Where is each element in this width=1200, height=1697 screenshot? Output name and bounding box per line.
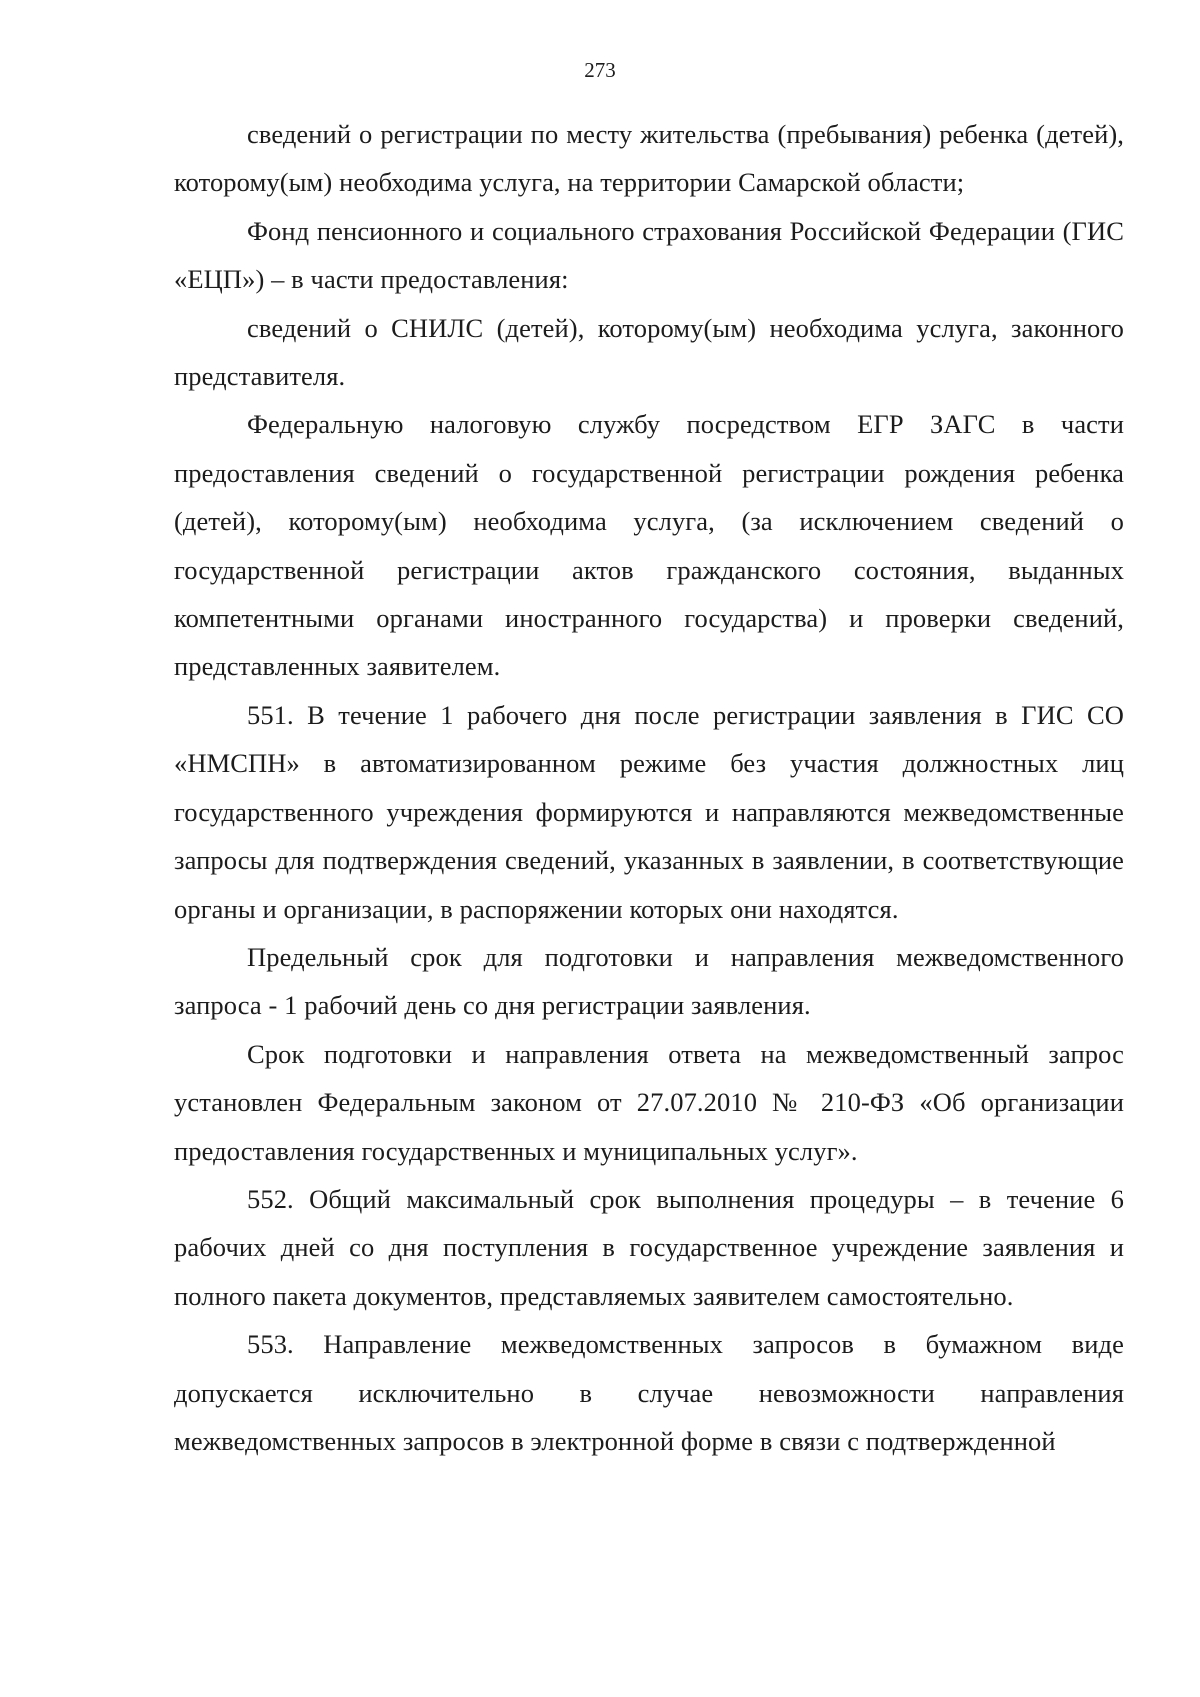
paragraph-552: 552. Общий максимальный срок выполнения процедуры – в течение 6 рабочих дней со дня поступления в государственное учреждение заявления и полного пакета документов, представляемых заявителем самостоятельно. <box>174 1183 1124 1311</box>
paragraph-551: 551. В течение 1 рабочего дня после регистрации заявления в ГИС СО «НМСПН» в автоматизированном режиме без участия должностных лиц государственного учреждения формируются и направляются межведомственные запросы для подтверждения сведений, указанных в заявлении, в соответствующие органы и организации, в распоряжении которых они находятся. <box>174 699 1124 924</box>
paragraph-snils: сведений о СНИЛС (детей), которому(ым) необходима услуга, законного представителя. <box>174 312 1124 392</box>
paragraph-553: 553. Направление межведомственных запросов в бумажном виде допускается исключительно в случае невозможности направления межведомственных запросов в электронной форме в связи с подтвержденной <box>174 1329 1124 1456</box>
page-number: 273 <box>584 58 616 82</box>
paragraph-tax-service: Федеральную налоговую службу посредством ЕГР ЗАГС в части предоставления сведений о государственной регистрации рождения ребенка (детей), которому(ым) необходима услуга, (за исключением сведений о государственной регистрации актов гражданского состояния, выданных компетентными органами иностранного государства) и проверки сведений, представленных заявителем. <box>174 409 1124 682</box>
paragraph-pension-fund: Фонд пенсионного и социального страхования Российской Федерации (ГИС «ЕЦП») – в части предоставления: <box>174 215 1124 295</box>
paragraph-residence-registration: сведений о регистрации по месту жительства (пребывания) ребенка (детей), которому(ым) необходима услуга, на территории Самарской области; <box>174 119 1124 198</box>
paragraph-request-deadline: Предельный срок для подготовки и направления межведомственного запроса - 1 рабочий день со дня регистрации заявления. <box>174 941 1124 1021</box>
paragraph-response-deadline: Срок подготовки и направления ответа на межведомственный запрос установлен Федеральным законом от 27.07.2010 № 210-ФЗ «Об организации предоставления государственных и муниципальных услуг». <box>174 1038 1124 1166</box>
document-body <box>174 110 1124 1465</box>
